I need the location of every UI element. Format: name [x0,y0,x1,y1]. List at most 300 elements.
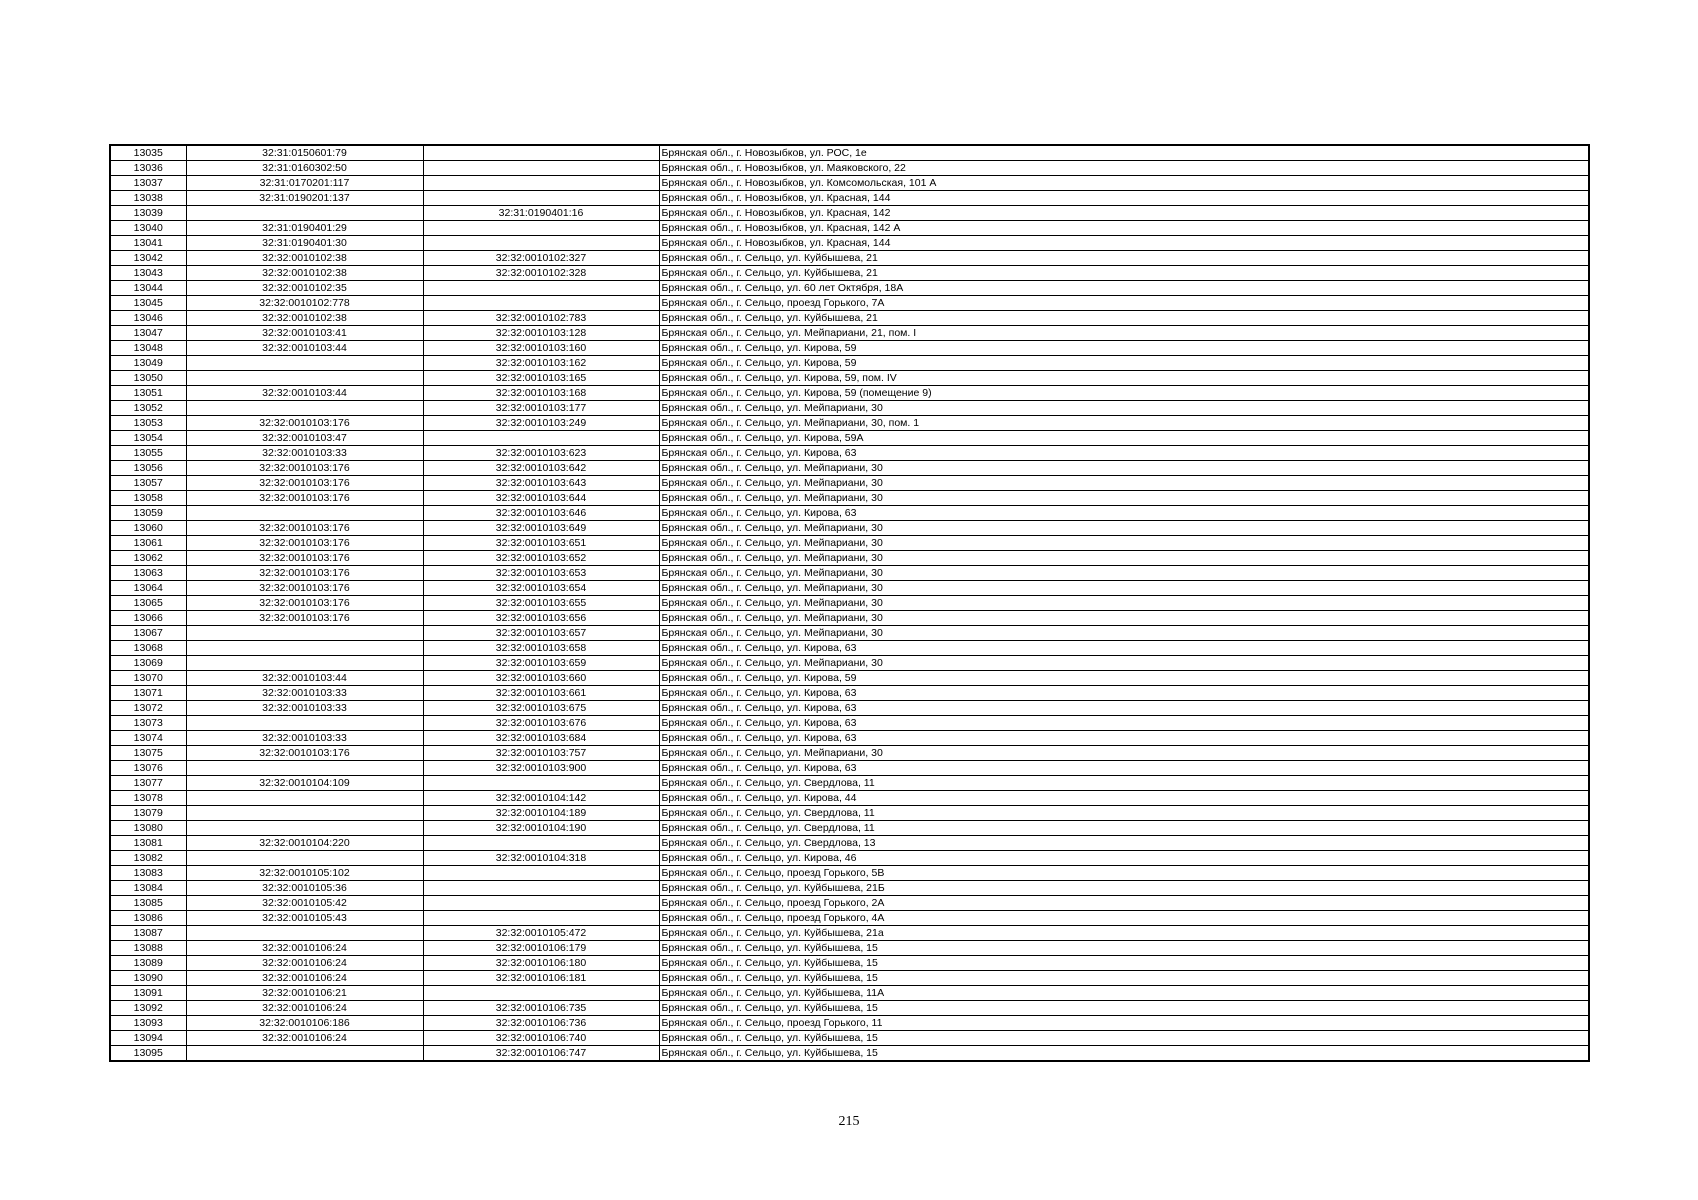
registry-table-body [110,145,1589,1061]
table-row [110,431,1589,446]
row-number-cell: 13043 [110,266,186,281]
row-number-cell: 13050 [110,371,186,386]
row-number-cell: 13046 [110,311,186,326]
address-cell: Брянская обл., г. Новозыбков, ул. РОС, 1е [659,145,1589,161]
parcel-number-cell: 32:32:0010102:778 [186,296,423,311]
table-row [110,191,1589,206]
address-cell: Брянская обл., г. Сельцо, ул. Мейпариани, 30 [659,596,1589,611]
building-number-cell: 32:32:0010103:128 [423,326,659,341]
parcel-number-cell: 32:32:0010103:176 [186,461,423,476]
parcel-number-cell: 32:32:0010103:176 [186,476,423,491]
address-cell: Брянская обл., г. Сельцо, ул. Свердлова, 11 [659,806,1589,821]
parcel-number-cell: 32:32:0010103:47 [186,431,423,446]
parcel-number-cell: 32:32:0010103:44 [186,386,423,401]
address-cell: Брянская обл., г. Сельцо, ул. Куйбышева, 21а [659,926,1589,941]
parcel-number-cell: 32:31:0170201:117 [186,176,423,191]
building-number-cell: 32:32:0010104:190 [423,821,659,836]
row-number-cell: 13080 [110,821,186,836]
parcel-number-cell: 32:32:0010103:176 [186,611,423,626]
row-number-cell: 13063 [110,566,186,581]
building-number-cell: 32:31:0190401:16 [423,206,659,221]
row-number-cell: 13048 [110,341,186,356]
table-row [110,1001,1589,1016]
row-number-cell: 13092 [110,1001,186,1016]
registry-table [109,144,1590,1062]
address-cell: Брянская обл., г. Сельцо, ул. Мейпариани, 30, пом. 1 [659,416,1589,431]
parcel-number-cell [186,716,423,731]
table-row [110,326,1589,341]
row-number-cell: 13051 [110,386,186,401]
row-number-cell: 13088 [110,941,186,956]
building-number-cell [423,296,659,311]
parcel-number-cell: 32:32:0010103:176 [186,491,423,506]
address-cell: Брянская обл., г. Новозыбков, ул. Красная, 142 [659,206,1589,221]
row-number-cell: 13093 [110,1016,186,1031]
address-cell: Брянская обл., г. Сельцо, ул. Кирова, 59, пом. IV [659,371,1589,386]
parcel-number-cell: 32:32:0010103:176 [186,746,423,761]
parcel-number-cell: 32:32:0010103:176 [186,521,423,536]
building-number-cell [423,281,659,296]
address-cell: Брянская обл., г. Сельцо, ул. Куйбышева, 15 [659,1001,1589,1016]
table-row [110,941,1589,956]
building-number-cell [423,881,659,896]
parcel-number-cell: 32:32:0010103:176 [186,416,423,431]
building-number-cell [423,176,659,191]
table-row [110,476,1589,491]
parcel-number-cell: 32:32:0010106:24 [186,941,423,956]
table-row [110,251,1589,266]
row-number-cell: 13064 [110,581,186,596]
building-number-cell [423,431,659,446]
address-cell: Брянская обл., г. Новозыбков, ул. Красная, 144 [659,191,1589,206]
building-number-cell [423,776,659,791]
row-number-cell: 13049 [110,356,186,371]
address-cell: Брянская обл., г. Сельцо, ул. Мейпариани, 30 [659,521,1589,536]
row-number-cell: 13094 [110,1031,186,1046]
parcel-number-cell: 32:32:0010105:102 [186,866,423,881]
parcel-number-cell: 32:32:0010103:41 [186,326,423,341]
table-row [110,356,1589,371]
table-row [110,731,1589,746]
address-cell: Брянская обл., г. Сельцо, ул. Кирова, 63 [659,446,1589,461]
address-cell: Брянская обл., г. Сельцо, ул. Мейпариани, 30 [659,656,1589,671]
address-cell: Брянская обл., г. Сельцо, ул. Кирова, 59 [659,671,1589,686]
row-number-cell: 13083 [110,866,186,881]
building-number-cell: 32:32:0010104:142 [423,791,659,806]
address-cell: Брянская обл., г. Сельцо, ул. Куйбышева, 21 [659,251,1589,266]
address-cell: Брянская обл., г. Сельцо, ул. Мейпариани, 30 [659,746,1589,761]
building-number-cell [423,896,659,911]
building-number-cell: 32:32:0010106:736 [423,1016,659,1031]
table-row [110,161,1589,176]
parcel-number-cell [186,926,423,941]
building-number-cell: 32:32:0010103:165 [423,371,659,386]
parcel-number-cell [186,806,423,821]
table-row [110,341,1589,356]
building-number-cell: 32:32:0010103:655 [423,596,659,611]
row-number-cell: 13087 [110,926,186,941]
address-cell: Брянская обл., г. Новозыбков, ул. Комсомольская, 101 А [659,176,1589,191]
row-number-cell: 13095 [110,1046,186,1062]
building-number-cell: 32:32:0010104:189 [423,806,659,821]
row-number-cell: 13038 [110,191,186,206]
row-number-cell: 13089 [110,956,186,971]
parcel-number-cell [186,791,423,806]
parcel-number-cell [186,506,423,521]
building-number-cell [423,236,659,251]
building-number-cell [423,221,659,236]
table-row [110,176,1589,191]
building-number-cell: 32:32:0010103:168 [423,386,659,401]
table-row [110,806,1589,821]
row-number-cell: 13078 [110,791,186,806]
address-cell: Брянская обл., г. Сельцо, проезд Горького, 5В [659,866,1589,881]
building-number-cell [423,191,659,206]
row-number-cell: 13073 [110,716,186,731]
table-row [110,296,1589,311]
parcel-number-cell [186,356,423,371]
address-cell: Брянская обл., г. Сельцо, ул. Кирова, 63 [659,701,1589,716]
table-row [110,145,1589,161]
page-number: 215 [838,1114,860,1129]
row-number-cell: 13057 [110,476,186,491]
row-number-cell: 13069 [110,656,186,671]
building-number-cell: 32:32:0010103:657 [423,626,659,641]
address-cell: Брянская обл., г. Сельцо, ул. Мейпариани, 30 [659,536,1589,551]
table-row [110,1016,1589,1031]
address-cell: Брянская обл., г. Сельцо, ул. Кирова, 63 [659,731,1589,746]
row-number-cell: 13052 [110,401,186,416]
building-number-cell: 32:32:0010103:660 [423,671,659,686]
parcel-number-cell: 32:32:0010104:109 [186,776,423,791]
table-row [110,881,1589,896]
address-cell: Брянская обл., г. Сельцо, ул. Кирова, 59 (помещение 9) [659,386,1589,401]
row-number-cell: 13040 [110,221,186,236]
building-number-cell: 32:32:0010103:675 [423,701,659,716]
building-number-cell: 32:32:0010103:661 [423,686,659,701]
parcel-number-cell [186,821,423,836]
table-row [110,701,1589,716]
row-number-cell: 13086 [110,911,186,926]
parcel-number-cell: 32:32:0010102:38 [186,266,423,281]
address-cell: Брянская обл., г. Сельцо, ул. Свердлова, 11 [659,821,1589,836]
address-cell: Брянская обл., г. Сельцо, ул. Куйбышева, 15 [659,1046,1589,1062]
parcel-number-cell [186,641,423,656]
building-number-cell [423,986,659,1001]
row-number-cell: 13035 [110,145,186,161]
row-number-cell: 13068 [110,641,186,656]
parcel-number-cell: 32:32:0010103:176 [186,566,423,581]
table-row [110,446,1589,461]
row-number-cell: 13074 [110,731,186,746]
building-number-cell [423,911,659,926]
table-row [110,866,1589,881]
row-number-cell: 13081 [110,836,186,851]
building-number-cell: 32:32:0010104:318 [423,851,659,866]
address-cell: Брянская обл., г. Сельцо, ул. Мейпариани, 30 [659,551,1589,566]
row-number-cell: 13066 [110,611,186,626]
parcel-number-cell [186,656,423,671]
parcel-number-cell: 32:32:0010103:33 [186,701,423,716]
table-row [110,386,1589,401]
row-number-cell: 13071 [110,686,186,701]
row-number-cell: 13084 [110,881,186,896]
table-row [110,416,1589,431]
building-number-cell [423,161,659,176]
table-row [110,1046,1589,1062]
building-number-cell: 32:32:0010103:160 [423,341,659,356]
parcel-number-cell: 32:32:0010103:176 [186,581,423,596]
building-number-cell [423,836,659,851]
building-number-cell: 32:32:0010103:646 [423,506,659,521]
building-number-cell: 32:32:0010106:735 [423,1001,659,1016]
table-row [110,281,1589,296]
parcel-number-cell [186,371,423,386]
row-number-cell: 13082 [110,851,186,866]
table-row [110,746,1589,761]
parcel-number-cell [186,626,423,641]
parcel-number-cell [186,401,423,416]
table-row [110,506,1589,521]
building-number-cell: 32:32:0010103:659 [423,656,659,671]
table-row [110,266,1589,281]
address-cell: Брянская обл., г. Сельцо, ул. Мейпариани, 30 [659,476,1589,491]
parcel-number-cell: 32:32:0010103:176 [186,596,423,611]
parcel-number-cell: 32:31:0190201:137 [186,191,423,206]
table-row [110,566,1589,581]
table-row [110,551,1589,566]
row-number-cell: 13076 [110,761,186,776]
table-row [110,986,1589,1001]
row-number-cell: 13060 [110,521,186,536]
row-number-cell: 13091 [110,986,186,1001]
table-row [110,221,1589,236]
address-cell: Брянская обл., г. Сельцо, ул. Куйбышева, 15 [659,971,1589,986]
table-row [110,926,1589,941]
table-row [110,236,1589,251]
parcel-number-cell: 32:32:0010106:21 [186,986,423,1001]
row-number-cell: 13077 [110,776,186,791]
building-number-cell: 32:32:0010103:162 [423,356,659,371]
row-number-cell: 13044 [110,281,186,296]
address-cell: Брянская обл., г. Сельцо, ул. Свердлова, 13 [659,836,1589,851]
address-cell: Брянская обл., г. Сельцо, ул. Мейпариани, 30 [659,626,1589,641]
building-number-cell: 32:32:0010103:643 [423,476,659,491]
table-row [110,641,1589,656]
building-number-cell: 32:32:0010103:642 [423,461,659,476]
row-number-cell: 13070 [110,671,186,686]
address-cell: Брянская обл., г. Сельцо, ул. Кирова, 63 [659,641,1589,656]
row-number-cell: 13036 [110,161,186,176]
parcel-number-cell: 32:32:0010105:36 [186,881,423,896]
parcel-number-cell: 32:32:0010106:24 [186,971,423,986]
parcel-number-cell: 32:32:0010106:24 [186,1031,423,1046]
address-cell: Брянская обл., г. Сельцо, ул. Мейпариани, 30 [659,461,1589,476]
building-number-cell: 32:32:0010103:684 [423,731,659,746]
address-cell: Брянская обл., г. Сельцо, ул. Кирова, 63 [659,506,1589,521]
table-row [110,716,1589,731]
address-cell: Брянская обл., г. Сельцо, ул. Кирова, 63 [659,761,1589,776]
address-cell: Брянская обл., г. Новозыбков, ул. Красная, 144 [659,236,1589,251]
row-number-cell: 13047 [110,326,186,341]
address-cell: Брянская обл., г. Сельцо, ул. Кирова, 63 [659,716,1589,731]
parcel-number-cell: 32:32:0010103:33 [186,686,423,701]
row-number-cell: 13058 [110,491,186,506]
table-row [110,581,1589,596]
table-row [110,791,1589,806]
parcel-number-cell [186,851,423,866]
parcel-number-cell [186,1046,423,1062]
address-cell: Брянская обл., г. Новозыбков, ул. Красная, 142 А [659,221,1589,236]
parcel-number-cell: 32:31:0190401:29 [186,221,423,236]
table-row [110,626,1589,641]
address-cell: Брянская обл., г. Сельцо, ул. Куйбышева, 21 [659,311,1589,326]
building-number-cell: 32:32:0010103:623 [423,446,659,461]
row-number-cell: 13055 [110,446,186,461]
parcel-number-cell: 32:32:0010104:220 [186,836,423,851]
table-row [110,656,1589,671]
address-cell: Брянская обл., г. Сельцо, ул. Мейпариани, 30 [659,566,1589,581]
address-cell: Брянская обл., г. Сельцо, проезд Горького, 7А [659,296,1589,311]
building-number-cell: 32:32:0010103:652 [423,551,659,566]
building-number-cell: 32:32:0010103:658 [423,641,659,656]
address-cell: Брянская обл., г. Сельцо, ул. Кирова, 46 [659,851,1589,866]
table-row [110,896,1589,911]
parcel-number-cell: 32:32:0010105:42 [186,896,423,911]
table-row [110,671,1589,686]
building-number-cell: 32:32:0010106:180 [423,956,659,971]
table-row [110,461,1589,476]
building-number-cell [423,866,659,881]
address-cell: Брянская обл., г. Сельцо, ул. Кирова, 59 [659,341,1589,356]
row-number-cell: 13079 [110,806,186,821]
address-cell: Брянская обл., г. Сельцо, проезд Горького, 4А [659,911,1589,926]
table-row [110,1031,1589,1046]
row-number-cell: 13042 [110,251,186,266]
building-number-cell [423,145,659,161]
row-number-cell: 13041 [110,236,186,251]
parcel-number-cell: 32:32:0010106:24 [186,956,423,971]
table-row [110,611,1589,626]
parcel-number-cell: 32:31:0150601:79 [186,145,423,161]
table-row [110,686,1589,701]
row-number-cell: 13090 [110,971,186,986]
parcel-number-cell: 32:32:0010103:176 [186,536,423,551]
row-number-cell: 13061 [110,536,186,551]
row-number-cell: 13059 [110,506,186,521]
parcel-number-cell: 32:31:0160302:50 [186,161,423,176]
address-cell: Брянская обл., г. Сельцо, ул. Кирова, 63 [659,686,1589,701]
parcel-number-cell: 32:32:0010106:24 [186,1001,423,1016]
address-cell: Брянская обл., г. Сельцо, ул. 60 лет Октября, 18А [659,281,1589,296]
building-number-cell: 32:32:0010103:649 [423,521,659,536]
building-number-cell: 32:32:0010103:249 [423,416,659,431]
row-number-cell: 13054 [110,431,186,446]
address-cell: Брянская обл., г. Сельцо, ул. Куйбышева, 21 [659,266,1589,281]
parcel-number-cell: 32:32:0010106:186 [186,1016,423,1031]
parcel-number-cell: 32:32:0010103:44 [186,341,423,356]
building-number-cell: 32:32:0010106:179 [423,941,659,956]
parcel-number-cell: 32:32:0010103:44 [186,671,423,686]
address-cell: Брянская обл., г. Сельцо, ул. Куйбышева, 21Б [659,881,1589,896]
address-cell: Брянская обл., г. Сельцо, ул. Куйбышева, 15 [659,956,1589,971]
table-row [110,311,1589,326]
address-cell: Брянская обл., г. Сельцо, ул. Мейпариани, 30 [659,401,1589,416]
address-cell: Брянская обл., г. Сельцо, ул. Кирова, 59А [659,431,1589,446]
building-number-cell: 32:32:0010106:747 [423,1046,659,1062]
building-number-cell: 32:32:0010102:783 [423,311,659,326]
table-row [110,761,1589,776]
address-cell: Брянская обл., г. Сельцо, ул. Куйбышева, 11А [659,986,1589,1001]
address-cell: Брянская обл., г. Сельцо, ул. Свердлова, 11 [659,776,1589,791]
table-row [110,521,1589,536]
address-cell: Брянская обл., г. Сельцо, проезд Горького, 11 [659,1016,1589,1031]
table-row [110,836,1589,851]
table-row [110,851,1589,866]
table-row [110,776,1589,791]
parcel-number-cell: 32:32:0010102:35 [186,281,423,296]
building-number-cell: 32:32:0010106:181 [423,971,659,986]
address-cell: Брянская обл., г. Новозыбков, ул. Маяковского, 22 [659,161,1589,176]
row-number-cell: 13067 [110,626,186,641]
address-cell: Брянская обл., г. Сельцо, ул. Мейпариани, 30 [659,611,1589,626]
parcel-number-cell [186,206,423,221]
parcel-number-cell: 32:32:0010103:33 [186,446,423,461]
row-number-cell: 13037 [110,176,186,191]
address-cell: Брянская обл., г. Сельцо, ул. Кирова, 44 [659,791,1589,806]
address-cell: Брянская обл., г. Сельцо, ул. Куйбышева, 15 [659,1031,1589,1046]
building-number-cell: 32:32:0010103:900 [423,761,659,776]
parcel-number-cell: 32:32:0010103:33 [186,731,423,746]
row-number-cell: 13045 [110,296,186,311]
building-number-cell: 32:32:0010103:656 [423,611,659,626]
address-cell: Брянская обл., г. Сельцо, проезд Горького, 2А [659,896,1589,911]
building-number-cell: 32:32:0010103:654 [423,581,659,596]
row-number-cell: 13053 [110,416,186,431]
row-number-cell: 13072 [110,701,186,716]
row-number-cell: 13062 [110,551,186,566]
building-number-cell: 32:32:0010105:472 [423,926,659,941]
building-number-cell: 32:32:0010103:653 [423,566,659,581]
building-number-cell: 32:32:0010103:676 [423,716,659,731]
address-cell: Брянская обл., г. Сельцо, ул. Мейпариани, 21, пом. I [659,326,1589,341]
table-row [110,491,1589,506]
address-cell: Брянская обл., г. Сельцо, ул. Мейпариани, 30 [659,581,1589,596]
parcel-number-cell: 32:32:0010105:43 [186,911,423,926]
building-number-cell: 32:32:0010103:651 [423,536,659,551]
row-number-cell: 13065 [110,596,186,611]
table-row [110,536,1589,551]
table-row [110,956,1589,971]
table-row [110,596,1589,611]
address-cell: Брянская обл., г. Сельцо, ул. Кирова, 59 [659,356,1589,371]
row-number-cell: 13056 [110,461,186,476]
table-row [110,401,1589,416]
table-row [110,971,1589,986]
address-cell: Брянская обл., г. Сельцо, ул. Куйбышева, 15 [659,941,1589,956]
parcel-number-cell: 32:32:0010103:176 [186,551,423,566]
parcel-number-cell: 32:31:0190401:30 [186,236,423,251]
row-number-cell: 13075 [110,746,186,761]
building-number-cell: 32:32:0010102:328 [423,266,659,281]
row-number-cell: 13085 [110,896,186,911]
table-row [110,371,1589,386]
building-number-cell: 32:32:0010103:177 [423,401,659,416]
table-row [110,206,1589,221]
building-number-cell: 32:32:0010102:327 [423,251,659,266]
building-number-cell: 32:32:0010103:644 [423,491,659,506]
parcel-number-cell: 32:32:0010102:38 [186,311,423,326]
